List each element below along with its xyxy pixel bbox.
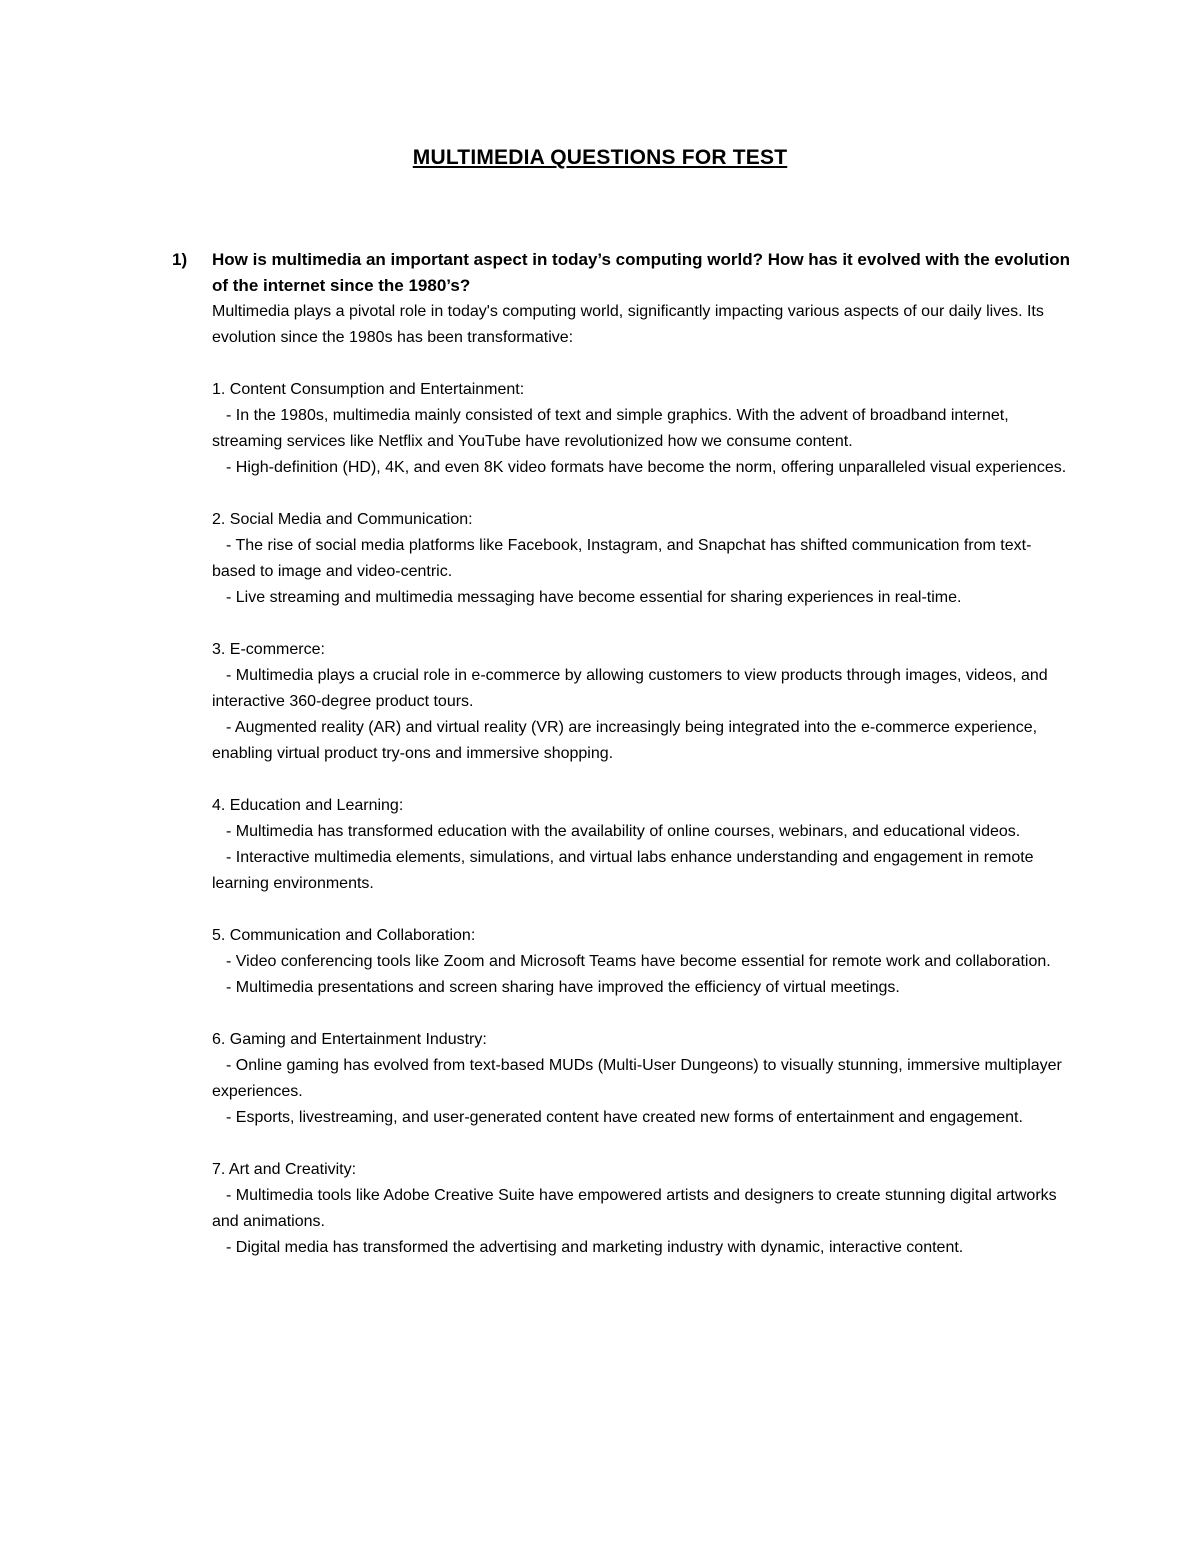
section-point bbox=[212, 845, 1072, 897]
section-point-text: - Interactive multimedia elements, simulations, and virtual labs enhance understanding and engagement in remote learning environments. bbox=[212, 849, 1034, 892]
section-point bbox=[212, 949, 1072, 975]
section-point-text: - Multimedia has transformed education with the availability of online courses, webinars, and educational videos. bbox=[226, 823, 1021, 840]
section-point-text: - Augmented reality (AR) and virtual reality (VR) are increasingly being integrated into the e-commerce experience, enabling virtual product try-ons and immersive shopping. bbox=[212, 719, 1038, 762]
section-point bbox=[212, 585, 1072, 611]
section-point bbox=[212, 455, 1072, 481]
section-point bbox=[212, 1105, 1072, 1131]
section-e-commerce bbox=[212, 637, 1072, 767]
section-heading: 1. Content Consumption and Entertainment: bbox=[212, 381, 525, 398]
section-content-consumption bbox=[212, 377, 1072, 481]
section-point bbox=[212, 715, 1072, 767]
section-point bbox=[212, 975, 1072, 1001]
section-point-text: - The rise of social media platforms like Facebook, Instagram, and Snapchat has shifted communication from text-based to image and video-centric. bbox=[212, 537, 1032, 580]
section-point-text: - Multimedia presentations and screen sharing have improved the efficiency of virtual meetings. bbox=[226, 979, 900, 996]
section-point bbox=[212, 403, 1072, 455]
section-point-text: - Esports, livestreaming, and user-generated content have created new forms of entertainment and engagement. bbox=[226, 1109, 1023, 1126]
section-point-text: - Digital media has transformed the advertising and marketing industry with dynamic, interactive content. bbox=[226, 1239, 964, 1256]
section-point bbox=[212, 819, 1072, 845]
section-point-text: - In the 1980s, multimedia mainly consisted of text and simple graphics. With the advent of broadband internet, streaming services like Netflix and YouTube have revolutionized how we consume content. bbox=[212, 407, 1009, 450]
section-point bbox=[212, 1235, 1072, 1261]
answer-body bbox=[212, 299, 1072, 1287]
section-point-text: - Live streaming and multimedia messaging have become essential for sharing experiences in real-time. bbox=[226, 589, 962, 606]
question-number: 1) bbox=[172, 250, 188, 269]
section-gaming bbox=[212, 1027, 1072, 1131]
section-art bbox=[212, 1157, 1072, 1261]
section-point-text: - Online gaming has evolved from text-based MUDs (Multi-User Dungeons) to visually stunning, immersive multiplayer experiences. bbox=[212, 1057, 1062, 1100]
section-point bbox=[212, 1053, 1072, 1105]
section-point bbox=[212, 1183, 1072, 1235]
section-heading: 7. Art and Creativity: bbox=[212, 1161, 357, 1178]
section-heading: 6. Gaming and Entertainment Industry: bbox=[212, 1031, 487, 1048]
section-communication bbox=[212, 923, 1072, 1001]
section-point-text: - Multimedia plays a crucial role in e-commerce by allowing customers to view products through images, videos, and interactive 360-degree product tours. bbox=[212, 667, 1048, 710]
section-point bbox=[212, 533, 1072, 585]
section-point bbox=[212, 663, 1072, 715]
section-point-text: - Multimedia tools like Adobe Creative Suite have empowered artists and designers to create stunning digital artworks and animations. bbox=[212, 1187, 1057, 1230]
answer-intro: Multimedia plays a pivotal role in today's computing world, significantly impacting various aspects of our daily lives. Its evolution since the 1980s has been transformative: bbox=[212, 303, 1044, 346]
section-education bbox=[212, 793, 1072, 897]
section-heading: 3. E-commerce: bbox=[212, 641, 325, 658]
section-social-media bbox=[212, 507, 1072, 611]
document-title: MULTIMEDIA QUESTIONS FOR TEST bbox=[412, 146, 788, 169]
section-point-text: - High-definition (HD), 4K, and even 8K video formats have become the norm, offering unparalleled visual experiences. bbox=[226, 459, 1067, 476]
section-heading: 2. Social Media and Communication: bbox=[212, 511, 473, 528]
question-text: How is multimedia an important aspect in today’s computing world? How has it evolved with the evolution of the internet since the 1980’s? bbox=[212, 250, 1070, 295]
section-heading: 5. Communication and Collaboration: bbox=[212, 927, 476, 944]
section-heading: 4. Education and Learning: bbox=[212, 797, 404, 814]
section-point-text: - Video conferencing tools like Zoom and Microsoft Teams have become essential for remote work and collaboration. bbox=[226, 953, 1051, 970]
